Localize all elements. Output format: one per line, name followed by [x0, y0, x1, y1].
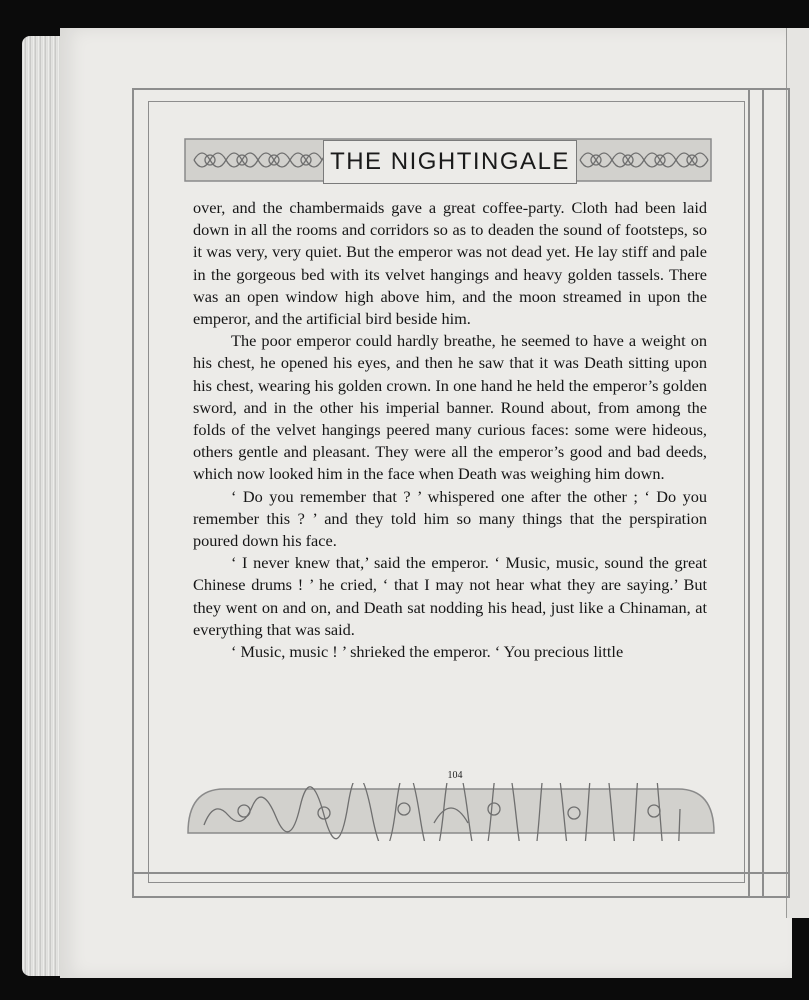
running-head-box — [323, 140, 577, 184]
body-text — [193, 197, 707, 663]
paragraph: ‘ Do you remember that ? ’ whispered one after the other ; ‘ Do you remember this ? ’ and they told him so many things that the perspiration poured down his face. — [193, 486, 707, 551]
paragraph: ‘ I never knew that,’ said the emperor. ‘ Music, music, sound the great Chinese drums ! ’ he cried, ‘ that I may not hear what they are saying.’ But they went on and on, and Death sat nodding his head, just like a Chinaman, at everything that was said. — [193, 553, 707, 639]
paragraph: over, and the chambermaids gave a great coffee-party. Cloth had been laid down in all the rooms and corridors so as to deaden the sound of footsteps, so it was very, very quiet. But the emperor was not dead yet. He lay stiff and pale in the gorgeous bed with its velvet hangings and heavy golden tassels. There was an open window high above him, and the moon streamed in upon the emperor, and the artificial bird beside him. — [193, 198, 707, 329]
border-rule — [762, 88, 764, 896]
border-rule — [132, 872, 788, 874]
page-number: 104 — [447, 770, 463, 781]
border-rule — [748, 88, 750, 896]
footer-ornament — [184, 783, 718, 841]
running-head: THE NIGHTINGALE — [330, 148, 570, 175]
paragraph: ‘ Music, music ! ’ shrieked the emperor. ‘ You precious little — [231, 642, 624, 662]
paragraph: The poor emperor could hardly breathe, he seemed to have a weight on his chest, he opened his eyes, and then he saw that it was Death sitting upon his chest, wearing his golden crown. In one hand he held the emperor’s golden sword, and in the other his imperial banner. Round about, from among the folds of the velvet hangings peered many curious faces: some were hideous, others gentle and pleasant. They were all the emperor’s good and bad deeds, which now looked him in the face when Death was weighing him down. — [193, 331, 707, 484]
